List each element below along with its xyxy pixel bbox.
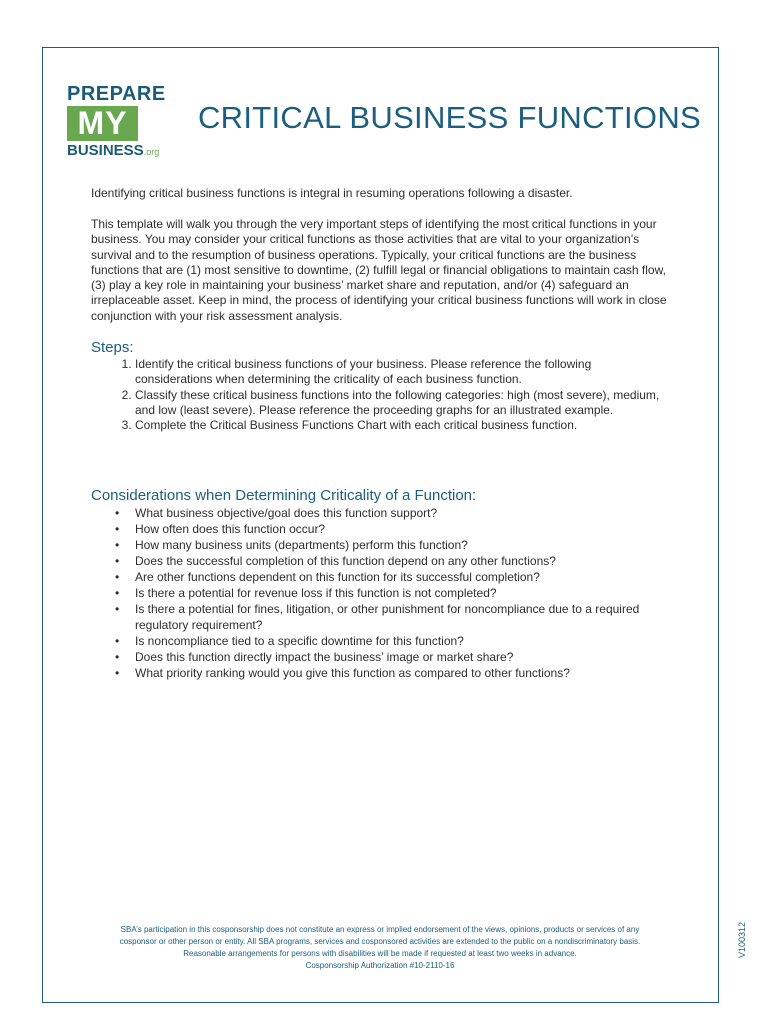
considerations-list xyxy=(91,505,671,681)
prepare-my-business-logo xyxy=(67,84,167,160)
consideration-item: • Is there a potential for fines, litigation, or other punishment for noncompliance due to a required regulatory requirement? xyxy=(135,601,671,633)
sba-disclaimer xyxy=(90,924,670,972)
logo-line-business xyxy=(67,143,159,160)
consideration-item: • Does this function directly impact the business’ image or market share? xyxy=(135,649,671,665)
consideration-item: • What business objective/goal does this function support? xyxy=(135,505,671,521)
disclaimer-line: SBA’s participation in this cosponsorship does not constitute an express or implied endorsement of the views, opinions, products or services of any xyxy=(120,925,640,934)
step-item: 2. Classify these critical business functions into the following categories: high (most severe), medium, and low (least severe). Please reference the proceeding graphs for an illustrated example. xyxy=(135,388,671,419)
consideration-item: • Does the successful completion of this function depend on any other functions? xyxy=(135,553,671,569)
disclaimer-line: cosponsor or other person or entity. All SBA programs, services and cosponsored activities are extended to the public on a nondiscriminatory basis. xyxy=(119,937,641,946)
logo-line-prepare: PREPARE xyxy=(67,83,166,105)
logo-line-my: MY xyxy=(67,106,138,141)
intro-paragraph-2: This template will walk you through the very important steps of identifying the most critical functions in your business. You may consider your critical functions as those activities that are vital to your organization’s survival and to the resumption of business operations. Typically, your critical functions are the business functions that are (1) most sensitive to downtime, (2) fulfill legal or financial obligations to maintain cash flow, (3) play a key role in maintaining your business’ market share and reputation, and/or (4) safeguard an irreplaceable asset. Keep in mind, the process of identifying your critical business functions will work in close conjunction with your risk assessment analysis. xyxy=(91,217,667,323)
step-item: 1. Identify the critical business functions of your business. Please reference the following considerations when determining the criticality of each business function. xyxy=(135,357,671,388)
steps-list xyxy=(91,357,671,433)
consideration-item: • Is noncompliance tied to a specific downtime for this function? xyxy=(135,633,671,649)
intro-paragraph-1: Identifying critical business functions is integral in resuming operations following a disaster. xyxy=(91,186,573,200)
cosponsorship-authorization: Cosponsorship Authorization #10-2110-16 xyxy=(305,961,455,970)
consideration-item: • What priority ranking would you give this function as compared to other functions? xyxy=(135,665,671,681)
consideration-item: • How often does this function occur? xyxy=(135,521,671,537)
consideration-item: • Is there a potential for revenue loss if this function is not completed? xyxy=(135,585,671,601)
disclaimer-line: Reasonable arrangements for persons with disabilities will be made if requested at least two weeks in advance. xyxy=(183,949,577,958)
consideration-item: • Are other functions dependent on this function for its successful completion? xyxy=(135,569,671,585)
considerations-heading: Considerations when Determining Criticality of a Function: xyxy=(91,487,477,504)
consideration-item: • How many business units (departments) perform this function? xyxy=(135,537,671,553)
version-code: V100312 xyxy=(737,921,747,958)
logo-org-suffix: .org xyxy=(143,147,160,157)
logo-business-text: BUSINESS xyxy=(67,142,144,159)
page-title: CRITICAL BUSINESS FUNCTIONS xyxy=(198,100,702,135)
step-item: 3. Complete the Critical Business Functions Chart with each critical business function. xyxy=(135,418,671,433)
steps-heading: Steps: xyxy=(91,339,134,356)
